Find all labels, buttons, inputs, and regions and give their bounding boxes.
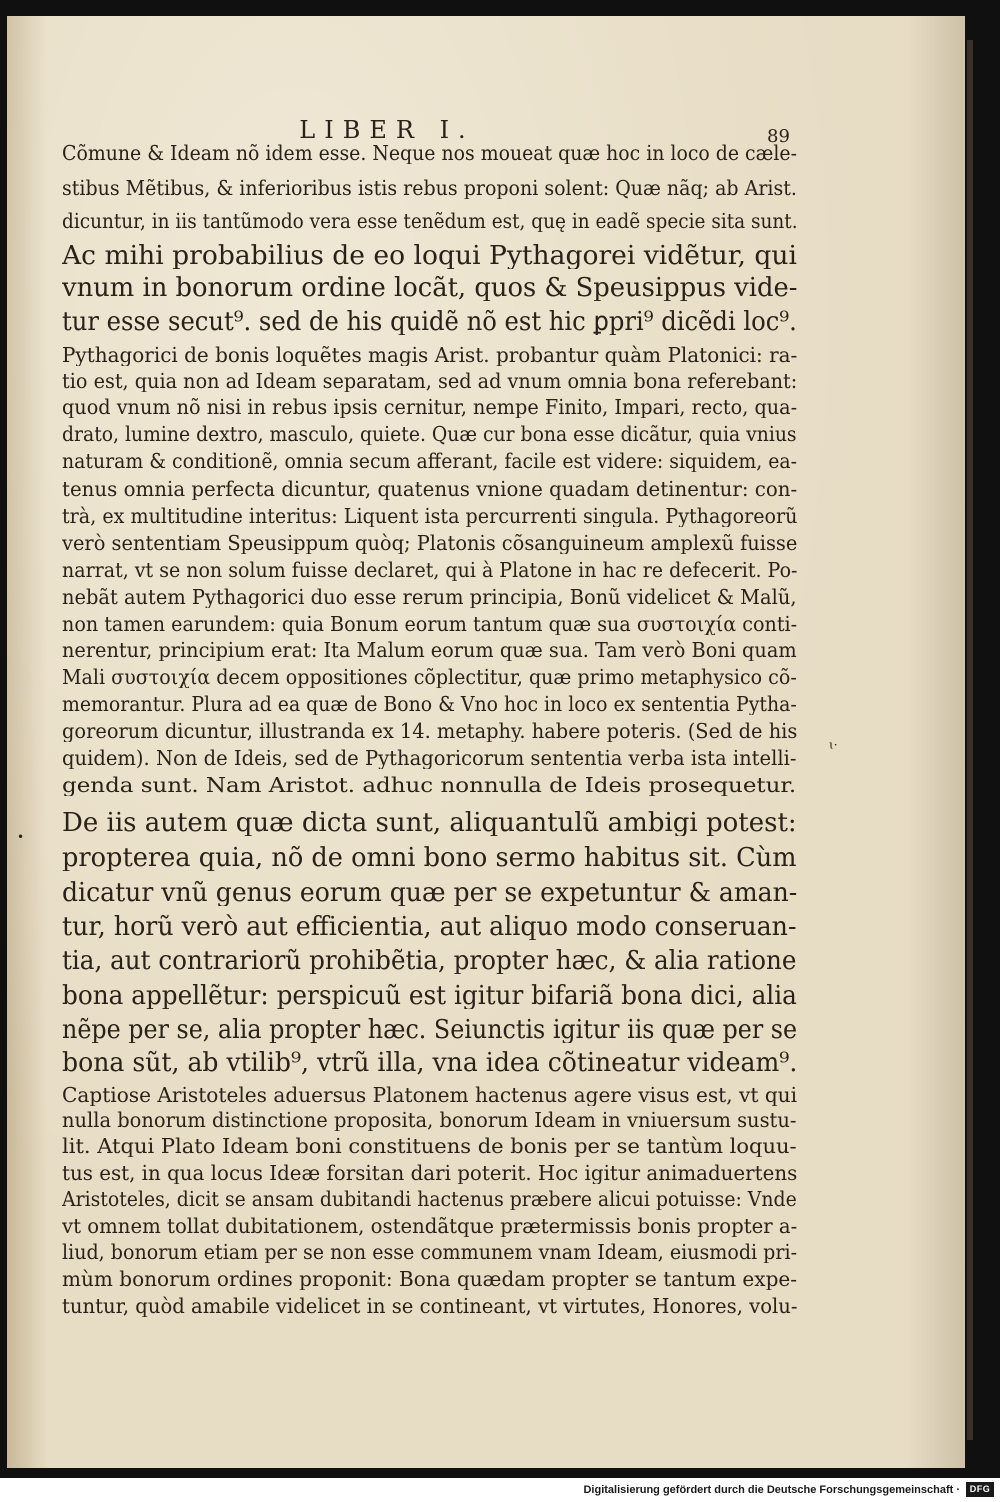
text-line: propterea quia, nõ de omni bono sermo habitus sit. Cùm — [62, 845, 797, 871]
text-line: narrat, vt se non solum fuisse declaret, qui à Platone in hac re defecerit. Po- — [62, 560, 798, 581]
text-line: liud, bonorum etiam per se non esse communem vnam Ideam, eiusmodi pri- — [62, 1242, 798, 1263]
text-line: lit. Atqui Plato Ideam boni constituens de bonis per se tantùm loquu- — [62, 1136, 797, 1157]
margin-dot: • — [17, 830, 25, 844]
text-line: Mali συστοιχία decem oppositiones cõplectitur, quæ primo metaphysico cõ- — [62, 667, 797, 688]
text-line: nẽpe per se, alia propter hæc. Seiunctis igitur iis quæ per se — [62, 1017, 798, 1043]
text-line: trà, ex multitudine interitus: Liquent ista percurrenti singula. Pythagoreorũ — [62, 506, 798, 527]
text-line: stibus Mẽtibus, & inferioribus istis rebus proponi solent: Quæ nãq; ab Arist. — [62, 178, 797, 199]
running-head: LIBER I. — [299, 116, 475, 144]
page-edge — [967, 40, 973, 1440]
text-line: drato, lumine dextro, masculo, quiete. Quæ cur bona esse dicãtur, quia vnius — [62, 424, 797, 445]
text-line: vnum in bonorum ordine locãt, quos & Speusippus vide- — [62, 275, 798, 301]
text-line: bona appellẽtur: perspicuũ est igitur bifariã bona dici, alia — [62, 983, 797, 1009]
text-line: dicuntur, in iis tantũmodo vera esse tenẽdum est, quę in eadẽ specie sita sunt. — [62, 211, 798, 232]
book-page — [7, 16, 965, 1468]
text-line: nebãt autem Pythagorici duo esse rerum principia, Bonũ videlicet & Malũ, — [62, 587, 797, 608]
margin-mark: ɩ· — [829, 738, 838, 752]
text-line: tenus omnia perfecta dicuntur, quatenus vnione quadam detinentur: con- — [62, 479, 798, 500]
text-line: tia, aut contrariorũ prohibẽtia, propter hæc, & alia ratione — [62, 948, 797, 974]
text-line: Cõmune & Ideam nõ idem esse. Neque nos moueat quæ hoc in loco de cæle- — [62, 143, 797, 164]
text-line: De iis autem quæ dicta sunt, aliquantulũ ambigi potest: — [62, 810, 797, 836]
text-line: tur, horũ verò aut efficientia, aut aliquo modo conseruan- — [62, 914, 797, 940]
text-line: goreorum dicuntur, illustranda ex 14. metaphy. habere poteris. (Sed de his — [62, 721, 798, 742]
dfg-logo: DFG — [966, 1482, 994, 1497]
text-line: dicatur vnũ genus eorum quæ per se expetuntur & aman- — [62, 880, 798, 906]
text-line: vt omnem tollat dubitationem, ostendãtque prætermissis bonis propter a- — [62, 1216, 798, 1237]
text-line: bona sũt, ab vtilib⁹, vtrũ illa, vna idea cõtineatur videam⁹. — [62, 1050, 798, 1076]
text-line: Captiose Aristoteles aduersus Platonem hactenus agere visus est, vt qui — [62, 1085, 798, 1106]
text-line: Aristoteles, dicit se ansam dubitandi hactenus præbere alicui potuisse: Vnde — [62, 1189, 797, 1210]
text-line: genda sunt. Nam Aristot. adhuc nonnulla de Ideis prosequetur. — [62, 775, 797, 796]
text-line: non tamen earundem: quia Bonum eorum tantum quæ sua συστοιχία conti- — [62, 614, 798, 635]
funding-credit: Digitalisierung gefördert durch die Deutsche Forschungsgemeinschaft · — [583, 1484, 960, 1496]
text-line: tur esse secut⁹. sed de his quidẽ nõ est hic ꝑpri⁹ dicẽdi loc⁹. — [62, 309, 797, 335]
text-line: tus est, in qua locus Ideæ forsitan dari poterit. Hoc igitur animaduertens — [62, 1163, 798, 1184]
text-line: nulla bonorum distinctione proposita, bonorum Ideam in vniuersum sustu- — [62, 1110, 797, 1131]
text-line: nerentur, principium erat: Ita Malum eorum quæ sua. Tam verò Boni quam — [62, 640, 797, 661]
text-line: tuntur, quòd amabile videlicet in se contineant, vt virtutes, Honores, volu- — [62, 1296, 798, 1317]
page-number: 89 — [767, 126, 790, 147]
text-line: quod vnum nõ nisi in rebus ipsis cernitur, nempe Finito, Impari, recto, qua- — [62, 397, 798, 418]
text-line: tio est, quia non ad Ideam separatam, sed ad vnum omnia bona referebant: — [62, 371, 798, 392]
text-line: quidem). Non de Ideis, sed de Pythagoricorum sententia verba ista intelli- — [62, 748, 797, 769]
text-line: memorantur. Plura ad ea quæ de Bono & Vno hoc in loco ex sententia Pytha- — [62, 694, 797, 715]
text-line: verò sententiam Speusippum quòq; Platonis cõsanguineum amplexũ fuisse — [62, 533, 798, 554]
text-line: naturam & conditionẽ, omnia secum afferant, facile est videre: siquidem, ea- — [62, 451, 798, 472]
text-line: Pythagorici de bonis loquẽtes magis Arist. probantur quàm Platonici: ra- — [62, 345, 798, 366]
text-line: mùm bonorum ordines proponit: Bona quædam propter se tantum expe- — [62, 1269, 798, 1290]
text-line: Ac mihi probabilius de eo loqui Pythagorei vidẽtur, qui — [62, 243, 797, 269]
